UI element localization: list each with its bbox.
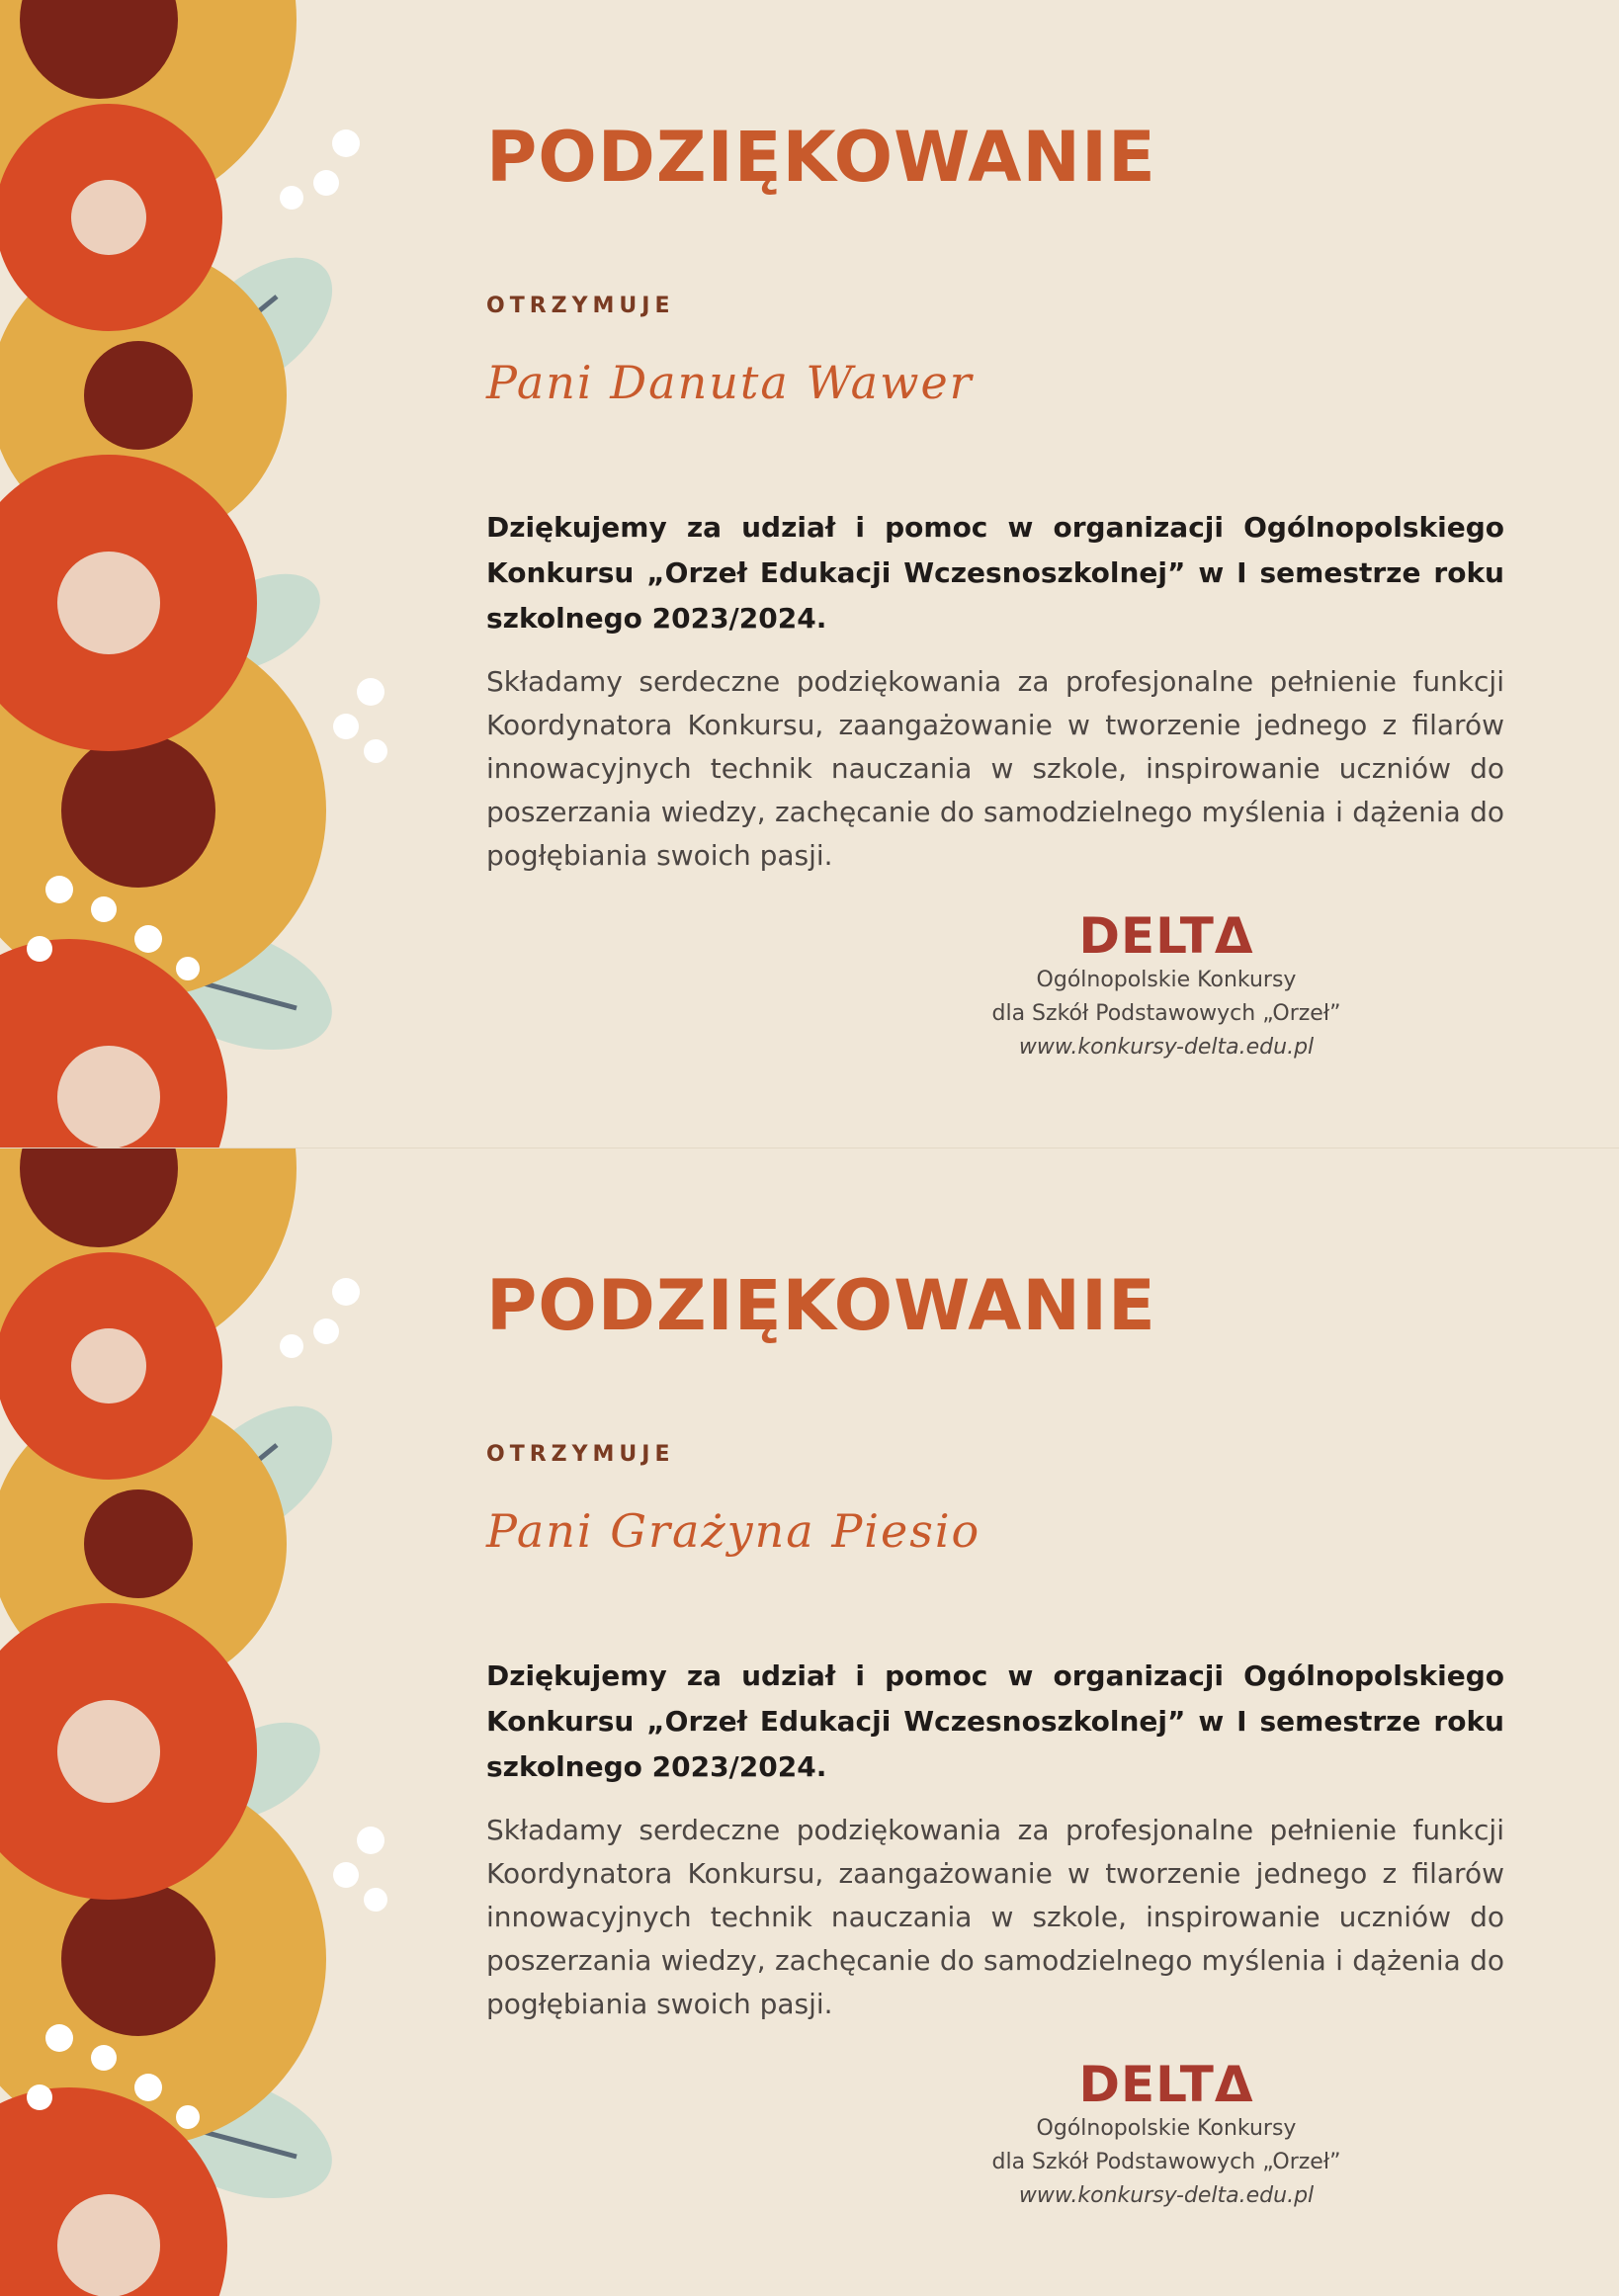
recipient-name: Pani Danuta Wawer	[486, 356, 974, 409]
organizer-line-2: dla Szkół Podstawowych „Orzeł”	[991, 2150, 1341, 2174]
thanks-paragraph: Dziękujemy za udział i pomoc w organizacji Ogólnopolskiego Konkursu „Orzeł Edukacji Wczesnoszkolnej” w I semestrze roku szkolnego 2023/2024.	[486, 511, 1504, 635]
certificate-2	[0, 1148, 1619, 2296]
organizer-website: www.konkursy-delta.edu.pl	[1018, 1035, 1315, 1060]
organizer-block	[919, 2058, 1413, 2213]
delta-logo: DELTΔ	[1078, 907, 1254, 965]
recipient-label: OTRZYMUJE	[486, 294, 675, 318]
organizer-line-2: dla Szkół Podstawowych „Orzeł”	[991, 1001, 1341, 1026]
thanks-paragraph: Dziękujemy za udział i pomoc w organizacji Ogólnopolskiego Konkursu „Orzeł Edukacji Wczesnoszkolnej” w I semestrze roku szkolnego 2023/2024.	[486, 1659, 1504, 1783]
certificate-title: PODZIĘKOWANIE	[486, 117, 1156, 198]
certificate-title: PODZIĘKOWANIE	[486, 1265, 1156, 1346]
organizer-line-1: Ogólnopolskie Konkursy	[1036, 968, 1297, 992]
recipient-label: OTRZYMUJE	[486, 1442, 675, 1467]
organizer-website: www.konkursy-delta.edu.pl	[1018, 2183, 1315, 2208]
body-paragraph: Składamy serdeczne podziękowania za profesjonalne pełnienie funkcji Koordynatora Konkursu, zaangażowanie w tworzenie jednego z filarów innowacyjnych technik nauczania w szkole, inspirowanie uczniów do poszerzania wiedzy, zachęcanie do samodzielnego myślenia i dążenia do pogłębiania swoich pasji.	[486, 665, 1504, 872]
body-paragraph: Składamy serdeczne podziękowania za profesjonalne pełnienie funkcji Koordynatora Konkursu, zaangażowanie w tworzenie jednego z filarów innowacyjnych technik nauczania w szkole, inspirowanie uczniów do poszerzania wiedzy, zachęcanie do samodzielnego myślenia i dążenia do pogłębiania swoich pasji.	[486, 1814, 1504, 2020]
delta-logo: DELTΔ	[1078, 2056, 1254, 2113]
organizer-line-1: Ogólnopolskie Konkursy	[1036, 2116, 1297, 2141]
floral-border-decoration	[0, 1148, 415, 2296]
recipient-name: Pani Grażyna Piesio	[486, 1504, 981, 1558]
floral-border-decoration	[0, 0, 415, 1148]
organizer-block	[919, 909, 1413, 1064]
